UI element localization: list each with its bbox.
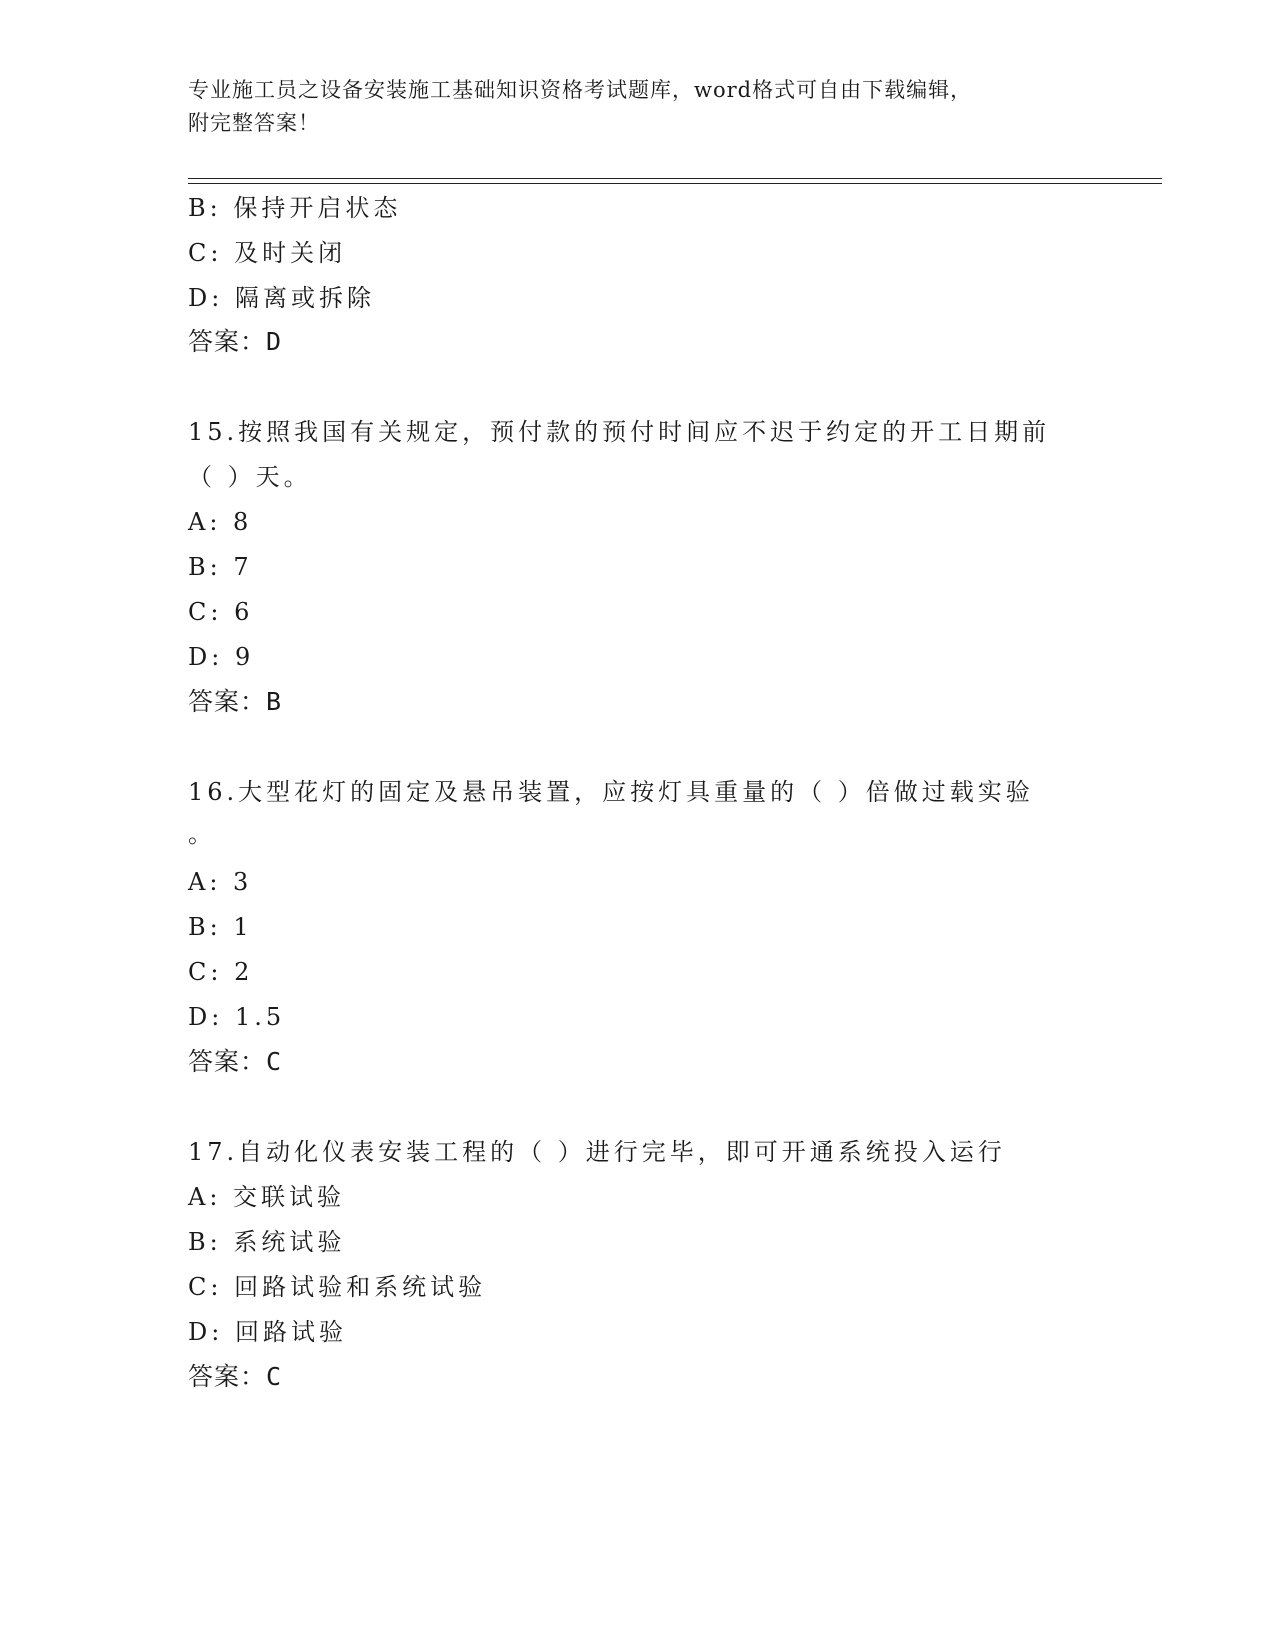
q14-option-d: D: 隔离或拆除: [188, 284, 375, 312]
q14-answer: 答案：D: [188, 327, 283, 356]
header-divider-top: [188, 178, 1162, 179]
header-line-2: 附完整答案！: [188, 111, 320, 135]
q15-option-a: A: 8: [188, 508, 253, 536]
q16-option-d: D: 1.5: [188, 1003, 286, 1031]
q15-stem-line-2: （ ）天。: [188, 463, 312, 491]
q14-option-c: C: 及时关闭: [188, 239, 347, 267]
q15-option-c: C: 6: [188, 598, 254, 626]
q17-option-c: C: 回路试验和系统试验: [188, 1273, 487, 1301]
document-header: [188, 74, 1088, 140]
q16-option-b: B: 1: [188, 913, 253, 941]
q15-answer: 答案：B: [188, 687, 283, 716]
q15-option-b: B: 7: [188, 553, 253, 581]
q14-option-b: B: 保持开启状态: [188, 194, 402, 222]
q16-stem-line-2: 。: [188, 820, 216, 848]
q17-option-b: B: 系统试验: [188, 1228, 346, 1256]
q17-stem-line-1: 17.自动化仪表安装工程的（ ）进行完毕，即可开通系统投入运行: [188, 1138, 1006, 1166]
q17-answer: 答案：C: [188, 1362, 283, 1391]
q16-option-a: A: 3: [188, 868, 253, 896]
header-divider-bottom: [188, 183, 1162, 184]
q17-option-a: A: 交联试验: [188, 1183, 346, 1211]
q16-stem-line-1: 16.大型花灯的固定及悬吊装置，应按灯具重量的（ ）倍做过载实验: [188, 778, 1034, 806]
header-line-1: 专业施工员之设备安装施工基础知识资格考试题库，word格式可自由下载编辑，: [188, 78, 973, 102]
q17-option-d: D: 回路试验: [188, 1318, 347, 1346]
q16-answer: 答案：C: [188, 1047, 283, 1076]
q16-option-c: C: 2: [188, 958, 254, 986]
q15-option-d: D: 9: [188, 643, 255, 671]
q15-stem-line-1: 15.按照我国有关规定，预付款的预付时间应不迟于约定的开工日期前: [188, 418, 1051, 446]
